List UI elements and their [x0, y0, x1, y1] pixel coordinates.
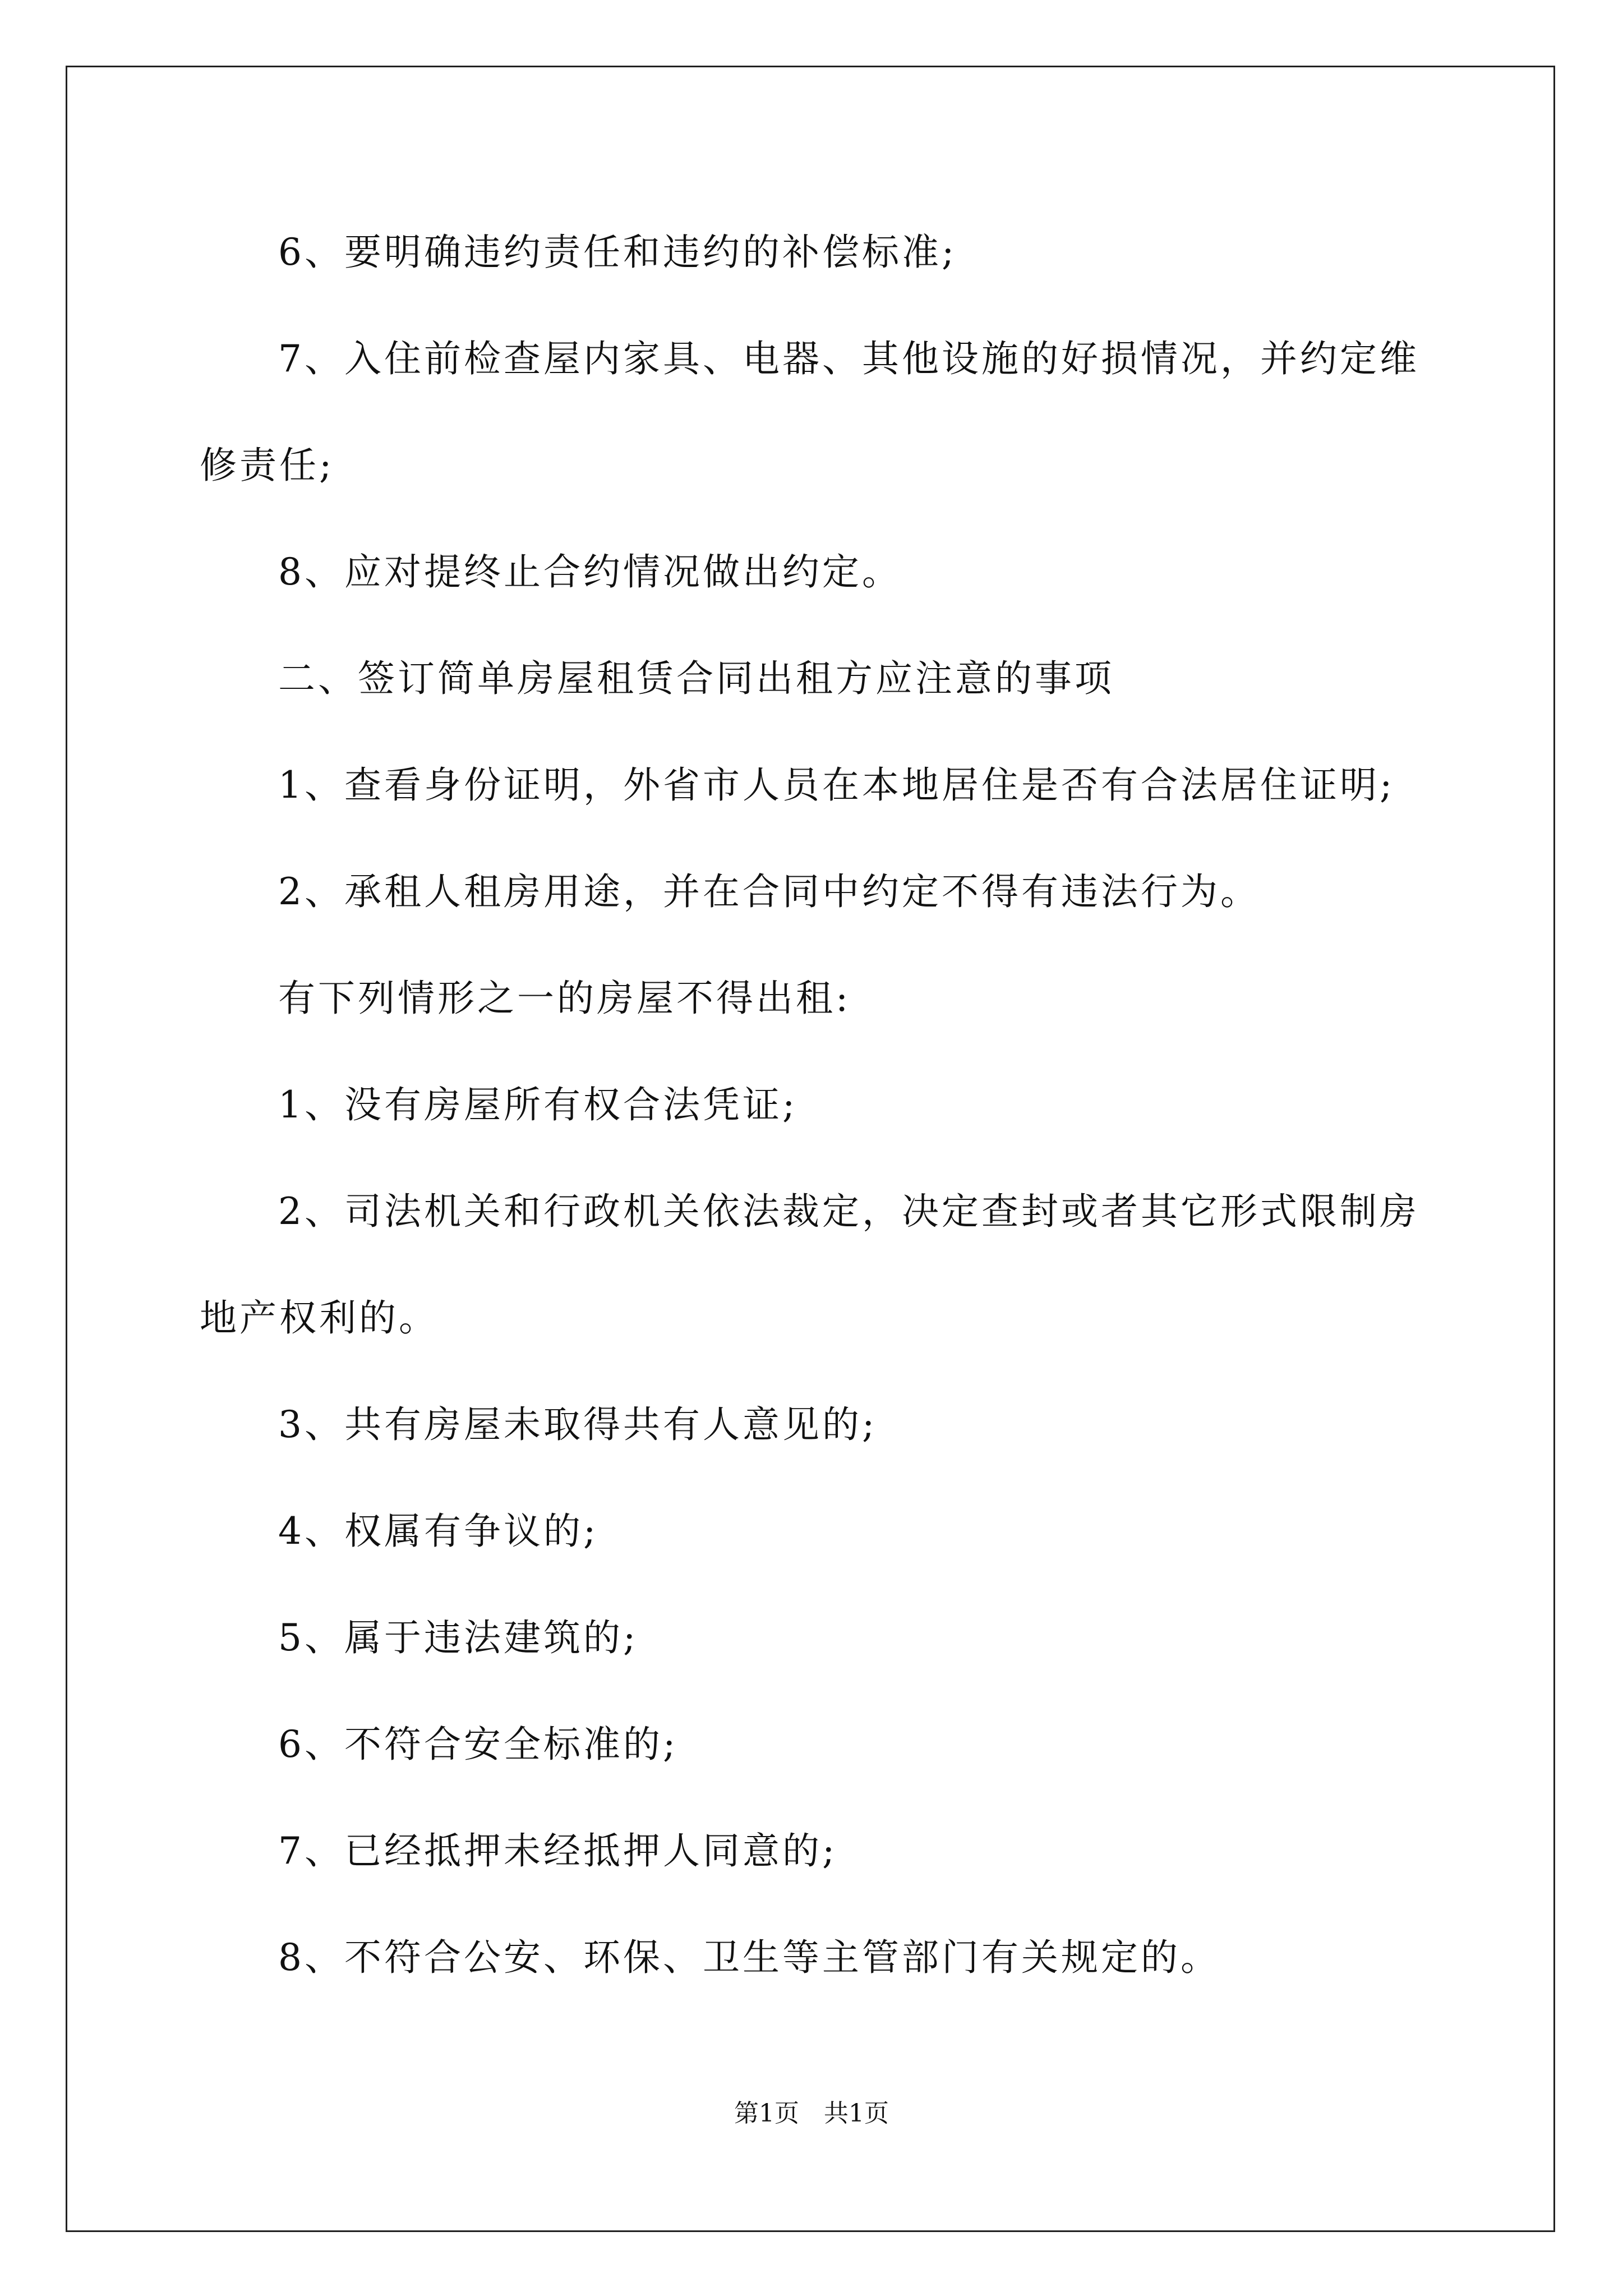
- paragraph-line: 3、共有房屋未取得共有人意见的;: [278, 1403, 878, 1446]
- paragraph-line: 地产权利的。: [200, 1296, 439, 1340]
- paragraph-line: 2、司法机关和行政机关依法裁定，决定查封或者其它形式限制房: [278, 1190, 1419, 1233]
- paragraph-line: 修责任;: [200, 444, 335, 487]
- paragraph-line: 8、应对提终止合约情况做出约定。: [278, 550, 902, 593]
- paragraph-line: 6、不符合安全标准的;: [278, 1723, 679, 1766]
- page-number: 第1页: [734, 2099, 799, 2128]
- paragraph-line: 7、已经抵押未经抵押人同意的;: [278, 1829, 838, 1872]
- paragraph-line: 5、属于违法建筑的;: [278, 1616, 639, 1659]
- paragraph-line: 2、承租人租房用途，并在合同中约定不得有违法行为。: [278, 870, 1260, 913]
- paragraph-line: 1、查看身份证明，外省市人员在本地居住是否有合法居住证明;: [278, 763, 1395, 807]
- page-footer: [0, 2098, 1623, 2129]
- paragraph-line: 4、权属有争议的;: [278, 1510, 599, 1553]
- page-border: [66, 66, 1555, 2232]
- page-total: 共1页: [824, 2099, 889, 2128]
- paragraph-line: 7、入住前检查屋内家具、电器、其他设施的好损情况，并约定维: [278, 337, 1419, 380]
- section-heading: 二、签订简单房屋租赁合同出租方应注意的事项: [278, 657, 1114, 700]
- paragraph-line: 6、要明确违约责任和违约的补偿标准;: [278, 231, 957, 274]
- paragraph-line: 8、不符合公安、环保、卫生等主管部门有关规定的。: [278, 1936, 1220, 1979]
- paragraph-line: 有下列情形之一的房屋不得出租:: [278, 977, 851, 1020]
- paragraph-line: 1、没有房屋所有权合法凭证;: [278, 1083, 798, 1126]
